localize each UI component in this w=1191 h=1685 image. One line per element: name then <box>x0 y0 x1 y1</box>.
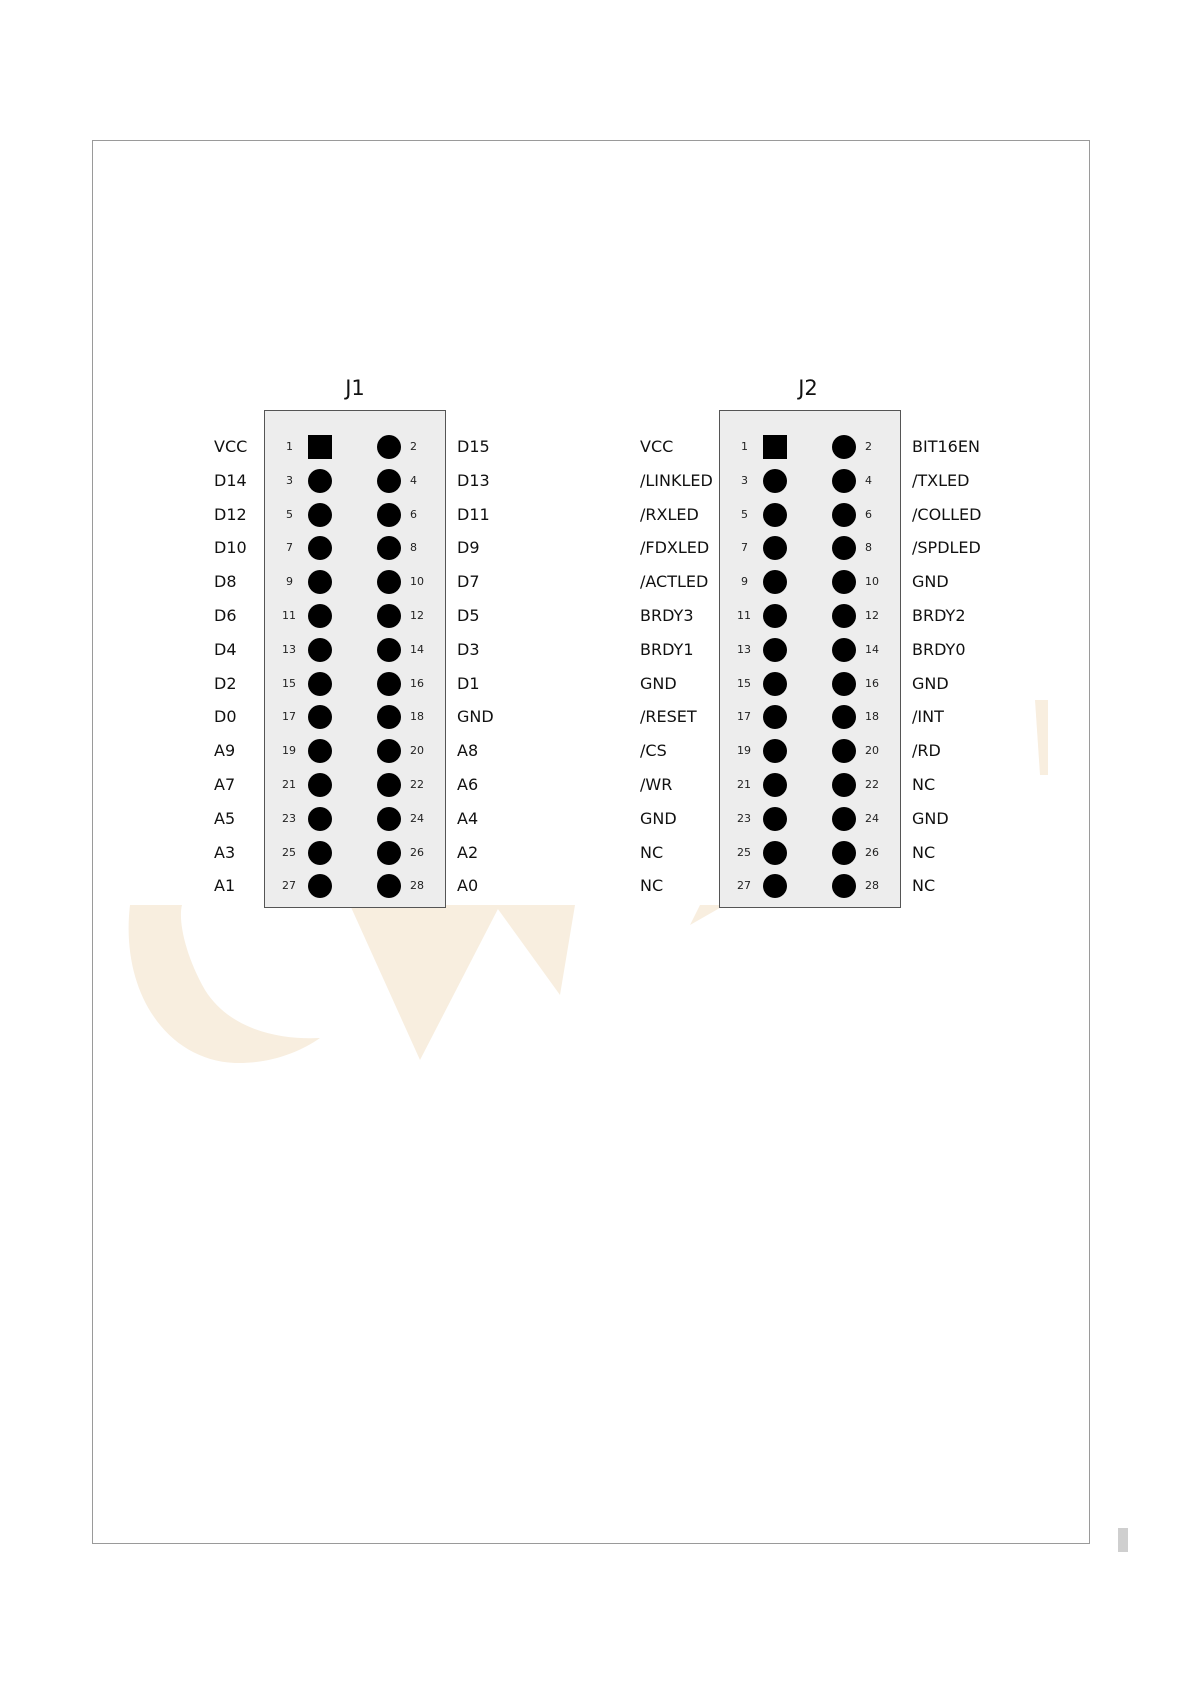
left-pin-number: 1 <box>286 440 293 453</box>
right-signal-label: BRDY0 <box>912 639 966 659</box>
left-pin-number: 23 <box>282 811 296 825</box>
round-pad-icon <box>832 739 856 763</box>
right-signal-label: D15 <box>457 437 490 456</box>
header-title: J1 <box>345 376 365 400</box>
left-pin-number: 11 <box>282 609 296 622</box>
left-signal-label: D2 <box>214 673 237 693</box>
left-pin-number: 25 <box>737 845 751 859</box>
round-pad-icon <box>832 672 856 696</box>
right-signal-label: D11 <box>457 504 490 524</box>
right-signal-label: /SPDLED <box>912 538 981 558</box>
pin-row <box>0 599 1191 633</box>
right-signal-label: A0 <box>457 876 479 896</box>
left-pin-number: 7 <box>741 541 748 555</box>
left-signal-label: D0 <box>214 707 237 727</box>
right-pin-number: 16 <box>865 676 879 690</box>
round-pad-icon <box>763 841 787 865</box>
left-signal-label: BRDY3 <box>640 606 694 625</box>
round-pad-icon <box>763 705 787 729</box>
left-pin-number: 27 <box>282 879 296 893</box>
left-pin-number: 17 <box>737 710 751 724</box>
left-signal-label: /ACTLED <box>640 572 709 592</box>
pin-row <box>0 430 1191 464</box>
right-signal-label: NC <box>912 876 936 896</box>
pin-row <box>0 667 1191 701</box>
right-signal-label: A4 <box>457 808 479 828</box>
round-pad-icon <box>763 773 787 797</box>
left-signal-label: GND <box>640 673 677 693</box>
right-signal-label: D13 <box>457 470 490 490</box>
pin-row <box>0 802 1191 836</box>
pin-row <box>0 565 1191 599</box>
left-pin-number: 15 <box>737 676 751 690</box>
round-pad-icon <box>832 469 856 493</box>
left-signal-label: /WR <box>640 775 673 794</box>
right-signal-label: D9 <box>457 538 480 558</box>
square-pad-icon <box>763 435 787 459</box>
round-pad-icon <box>832 536 856 560</box>
right-pin-number: 2 <box>410 440 417 453</box>
right-pin-number: 14 <box>410 642 424 656</box>
right-pin-number: 12 <box>865 609 879 622</box>
right-pin-number: 22 <box>410 778 424 791</box>
pin-row <box>0 869 1191 903</box>
round-pad-icon <box>832 503 856 527</box>
right-signal-label: /COLLED <box>912 504 982 524</box>
round-pad-icon <box>763 739 787 763</box>
pin-row <box>0 700 1191 734</box>
right-signal-label: A6 <box>457 775 479 794</box>
right-signal-label: GND <box>457 707 494 727</box>
left-pin-number: 17 <box>282 710 296 724</box>
left-signal-label: BRDY1 <box>640 639 694 659</box>
left-pin-number: 5 <box>741 507 748 521</box>
right-pin-number: 6 <box>865 507 872 521</box>
right-signal-label: GND <box>912 808 949 828</box>
right-signal-label: A2 <box>457 842 479 862</box>
right-signal-label: NC <box>912 842 936 862</box>
round-pad-icon <box>832 604 856 628</box>
left-signal-label: A7 <box>214 775 236 794</box>
round-pad-icon <box>832 874 856 898</box>
round-pad-icon <box>832 807 856 831</box>
right-pin-number: 12 <box>410 609 424 622</box>
right-pin-number: 8 <box>865 541 872 555</box>
left-pin-number: 13 <box>737 642 751 656</box>
right-signal-label: A8 <box>457 741 479 761</box>
round-pad-icon <box>763 503 787 527</box>
right-pin-number: 18 <box>410 710 424 724</box>
left-pin-number: 1 <box>741 440 748 453</box>
round-pad-icon <box>832 435 856 459</box>
left-pin-number: 21 <box>282 778 296 791</box>
left-signal-label: A5 <box>214 808 236 828</box>
right-signal-label: GND <box>912 673 949 693</box>
right-signal-label: BRDY2 <box>912 606 966 625</box>
right-pin-number: 8 <box>410 541 417 555</box>
right-signal-label: BIT16EN <box>912 437 980 456</box>
right-pin-number: 10 <box>865 575 879 589</box>
right-pin-number: 4 <box>865 473 872 487</box>
right-signal-label: /INT <box>912 707 944 727</box>
round-pad-icon <box>763 469 787 493</box>
page-corner-mark <box>1118 1528 1128 1552</box>
round-pad-icon <box>832 773 856 797</box>
pin-row <box>0 498 1191 532</box>
right-pin-number: 20 <box>410 744 424 758</box>
right-pin-number: 24 <box>410 811 424 825</box>
right-pin-number: 28 <box>410 879 424 893</box>
right-pin-number: 2 <box>865 440 872 453</box>
round-pad-icon <box>832 638 856 662</box>
right-pin-number: 18 <box>865 710 879 724</box>
right-pin-number: 20 <box>865 744 879 758</box>
round-pad-icon <box>832 570 856 594</box>
left-signal-label: D14 <box>214 470 247 490</box>
left-pin-number: 25 <box>282 845 296 859</box>
left-pin-number: 11 <box>737 609 751 622</box>
right-signal-label: GND <box>912 572 949 592</box>
round-pad-icon <box>763 874 787 898</box>
left-signal-label: VCC <box>214 437 248 456</box>
left-pin-number: 19 <box>282 744 296 758</box>
left-pin-number: 21 <box>737 778 751 791</box>
right-pin-number: 16 <box>410 676 424 690</box>
left-signal-label: /RXLED <box>640 504 699 524</box>
left-signal-label: D6 <box>214 606 237 625</box>
right-pin-number: 14 <box>865 642 879 656</box>
left-pin-number: 27 <box>737 879 751 893</box>
header-title: J2 <box>798 376 818 400</box>
left-signal-label: A9 <box>214 741 236 761</box>
left-signal-label: A1 <box>214 876 236 896</box>
right-pin-number: 28 <box>865 879 879 893</box>
left-signal-label: D4 <box>214 639 237 659</box>
right-pin-number: 6 <box>410 507 417 521</box>
left-signal-label: A3 <box>214 842 236 862</box>
round-pad-icon <box>763 604 787 628</box>
left-signal-label: GND <box>640 808 677 828</box>
round-pad-icon <box>763 638 787 662</box>
right-signal-label: D5 <box>457 606 480 625</box>
left-pin-number: 7 <box>286 541 293 555</box>
left-pin-number: 3 <box>741 473 748 487</box>
left-signal-label: /FDXLED <box>640 538 710 558</box>
right-signal-label: D7 <box>457 572 480 592</box>
left-pin-number: 9 <box>741 575 748 589</box>
left-pin-number: 19 <box>737 744 751 758</box>
left-pin-number: 13 <box>282 642 296 656</box>
left-signal-label: /RESET <box>640 707 697 727</box>
left-pin-number: 3 <box>286 473 293 487</box>
left-signal-label: NC <box>640 876 664 896</box>
round-pad-icon <box>763 672 787 696</box>
right-pin-number: 22 <box>865 778 879 791</box>
right-pin-number: 26 <box>865 845 879 859</box>
left-signal-label: D12 <box>214 504 247 524</box>
pin-row <box>0 836 1191 870</box>
left-pin-number: 23 <box>737 811 751 825</box>
left-pin-number: 5 <box>286 507 293 521</box>
right-pin-number: 10 <box>410 575 424 589</box>
round-pad-icon <box>832 841 856 865</box>
round-pad-icon <box>763 807 787 831</box>
round-pad-icon <box>832 705 856 729</box>
right-pin-number: 26 <box>410 845 424 859</box>
round-pad-icon <box>763 570 787 594</box>
right-signal-label: /RD <box>912 741 941 761</box>
pin-row <box>0 768 1191 802</box>
left-pin-number: 15 <box>282 676 296 690</box>
pin-row <box>0 531 1191 565</box>
right-pin-number: 24 <box>865 811 879 825</box>
right-signal-label: /TXLED <box>912 470 970 490</box>
left-signal-label: NC <box>640 842 664 862</box>
left-signal-label: D8 <box>214 572 237 592</box>
right-signal-label: D1 <box>457 673 480 693</box>
pin-row <box>0 734 1191 768</box>
left-signal-label: D10 <box>214 538 247 558</box>
right-pin-number: 4 <box>410 473 417 487</box>
left-pin-number: 9 <box>286 575 293 589</box>
right-signal-label: D3 <box>457 639 480 659</box>
pin-row <box>0 464 1191 498</box>
pin-row <box>0 633 1191 667</box>
round-pad-icon <box>763 536 787 560</box>
left-signal-label: /LINKLED <box>640 470 713 490</box>
left-signal-label: /CS <box>640 741 667 761</box>
left-signal-label: VCC <box>640 437 674 456</box>
right-signal-label: NC <box>912 775 936 794</box>
